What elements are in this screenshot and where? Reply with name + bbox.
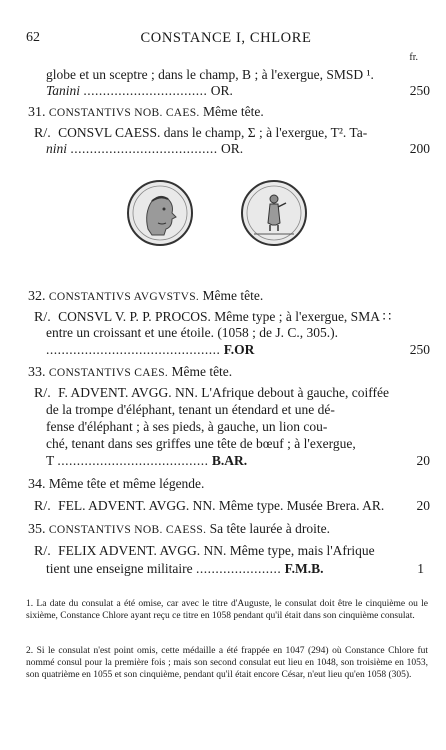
obverse-legend: CONSTANTIVS CAES. [48,367,169,379]
entry-34-price: 20 [416,498,430,513]
coin-obverse-image [126,179,194,247]
obverse-description: Sa tête laurée à droite. [209,521,330,536]
leader-dots: ................................ [83,83,208,98]
obverse-legend: CONSTANTIVS NOB. CAES. [48,107,200,119]
entry-32-reverse-line-2: entre un croissant et une étoile. (1058 ; de J. C., 305.). [46,325,339,340]
obverse-description: Même tête et même légende. [48,476,205,491]
metal-grade: F.OR [223,342,255,357]
entry-33-obverse [28,364,232,381]
footnote-1: 1. La date du consulat a été omise, car avec le titre d'Auguste, le consulat doit être le cinquième ou le sixième, Constance Chlore ayant reçu ce titre en 1058 pendant qu'il était dans son cinquième consulat. [26,599,428,621]
coin-illustration [120,179,320,249]
reverse-mark: R/. [34,544,51,559]
entry-number: 33. [28,365,46,380]
entry-number: 31. [28,105,46,120]
reverse-mark: R/. [34,386,51,401]
leader-dots: ............................................. [46,342,221,357]
price-column-label: fr. [409,52,418,63]
entry-33-reverse-line-4: ché, tenant dans ses griffes une tête de bœuf ; à l'exergue, [46,436,356,451]
entry-35-reverse-line-1: R/. FELIX ADVENT. AVGG. NN. Même type, mais l'Afrique [34,543,375,559]
entry-30-line-1: globe et un sceptre ; dans le champ, B ; à l'exergue, SMSD ¹. [46,67,374,82]
reverse-mark: R/. [34,499,51,514]
page-number: 62 [26,30,40,45]
entry-number: 32. [28,289,46,304]
metal-grade: OR. [221,141,244,156]
entry-32-price: 250 [409,342,430,357]
leader-dots: ...................... [195,561,282,576]
metal-grade: B.AR. [211,453,248,468]
entry-35-reverse-line-2: tient une enseigne militaire ...................... F.M.B. [46,561,324,576]
entry-32-reverse-line-1: R/. CONSVL V. P. P. PROCOS. Même type ; à l'exergue, SMA ∷ [34,309,392,325]
running-title: CONSTANCE I, CHLORE [140,30,312,46]
entry-number: 34. [28,477,46,492]
entry-34-reverse-line-1: R/. FEL. ADVENT. AVGG. NN. Même type. Musée Brera. AR. [34,498,385,514]
entry-31-price: 200 [409,141,430,156]
entry-32-obverse [28,288,263,305]
entry-33-reverse-line-1: R/. F. ADVENT. AVGG. NN. L'Afrique debout à gauche, coiffée [34,385,390,401]
reverse-mark: R/. [34,126,51,141]
entry-30-price: 250 [409,83,430,98]
entry-33-reverse-line-5: T ....................................... B.AR. [46,453,248,468]
entry-33-reverse-line-3: fense d'éléphant ; à ses pieds, à gauche, un lion cou- [46,419,328,434]
page-header [26,30,426,63]
obverse-description: Même tête. [202,104,264,119]
metal-grade: F.M.B. [284,561,324,576]
leader-dots: ...................................... [70,141,218,156]
footnote-2: 2. Si le consulat n'est point omis, cette médaille a été frappée en 1047 (294) où Constance Chlore fut nommé consul pour la première fois ; mais son second consulat eut lieu en 1048, son troisième en 1053, son quatrième en 1055 et son cinquième, pendant qu'il était encore César, n'eut lieu qu'en 1058 (305). [26,646,428,680]
entry-31-reverse-line-1: R/. CONSVL CAESS. dans le champ, Σ ; à l'exergue, T². Ta- [34,125,368,141]
entry-32-reverse-line-3 [46,342,254,358]
entry-31-obverse [28,104,264,121]
obverse-description: Même tête. [171,364,233,379]
collection-name: Tanini [46,83,81,98]
obverse-legend: CONSTANTIVS NOB. CAESS. [48,524,207,536]
leader-dots: ....................................... [57,453,209,468]
coin-reverse-image [240,179,308,247]
entry-34-obverse [28,476,204,493]
entry-35-obverse [28,521,330,538]
reverse-mark: R/. [34,310,51,325]
entry-33-reverse-line-2: de la trompe d'éléphant, tenant un étendard et une dé- [46,402,335,417]
obverse-legend: CONSTANTIVS AVGVSTVS. [48,291,200,303]
obverse-description: Même tête. [202,288,264,303]
entry-number: 35. [28,522,46,537]
metal-grade: OR. [210,83,233,98]
entry-35-price: 1 [417,561,424,576]
entry-33-price: 20 [416,453,430,468]
entry-31-reverse-line-2 [46,141,243,157]
collection-name: nini [46,141,68,156]
entry-30-line-2 [46,83,233,99]
